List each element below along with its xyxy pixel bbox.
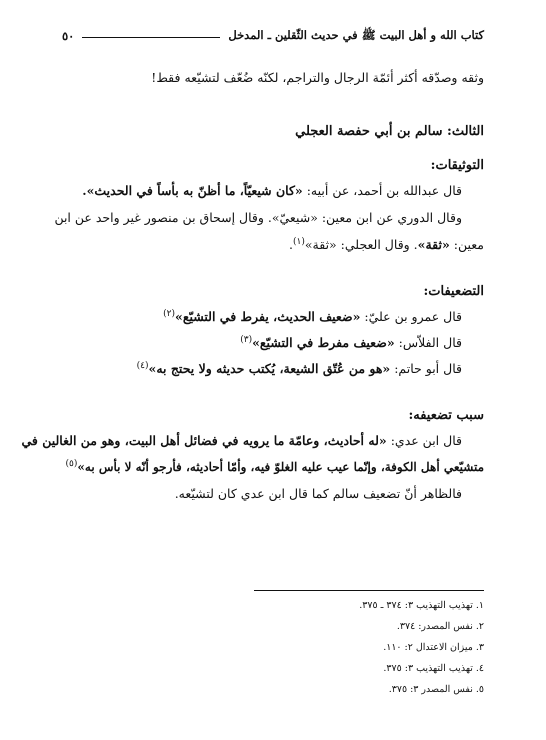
footnote-4: ٤. تهذيب التهذيب ٣: ٣٧٥.	[383, 663, 484, 674]
sabab-line-2	[62, 459, 484, 474]
tadifat-line-3-quote: «هو من عُتّق الشيعة، يُكتب حديثه ولا يحتج به»	[148, 361, 391, 377]
sabab-line-1-quote: «له أحاديث، وعامّة ما يرويه في فضائل أهل البيت، وهو من الغالين في	[21, 433, 387, 448]
footnote-ref-1[interactable]: (١)	[293, 237, 305, 247]
running-title: كتاب الله و أهل البيت ﷺ في حديث الثّقلين ـ المدخل	[228, 27, 484, 42]
footnote-rule	[254, 590, 484, 591]
tadifat-line-1-plain: قال عمرو بن عليّ:	[360, 309, 462, 325]
sabab-line-3: فالظاهر أنّ تضعيف سالم كما قال ابن عدي كان لتشيّعه.	[174, 486, 462, 501]
footnote-ref-3[interactable]: (٣)	[240, 335, 253, 345]
tawthiqat-line-3-quote: «ثقة»	[417, 237, 450, 253]
footnote-5: ٥. نفس المصدر ٣: ٣٧٥.	[388, 684, 484, 695]
tawthiqat-line-3	[62, 237, 484, 252]
tadifat-line-2-plain: قال الفلاّس:	[394, 335, 462, 351]
running-header	[62, 26, 484, 46]
tawthiqat-line-3-end: .	[289, 237, 294, 253]
tawthiqat-line-3-plain: معين:	[449, 237, 484, 253]
tawthiqat-line-3-rest: . وقال العجلي: «ثقة»	[304, 237, 418, 253]
tawthiqat-line-1-quote: «كان شيعيّاً، ما أظنّ به بأساً في الحديث».	[82, 183, 303, 198]
intro-paragraph: وثقه وصدّقه أكثر أئمّة الرجال والتراجم، لكنّه ضُعّف لتشيّعه فقط!	[151, 70, 484, 85]
tadifat-line-1-quote: «ضعيف الحديث، يفرط في التشيّع»	[175, 309, 361, 325]
tadifat-line-3-plain: قال أبو حاتم:	[390, 361, 462, 377]
sabab-line-2-quote: متشيّعي أهل الكوفة، وإنّما عيب عليه الغلوّ فيه، وأمّا أحاديثه، فأرجو أنّه لا بأس به»	[77, 460, 484, 474]
tawthiqat-line-1-plain: قال عبدالله بن أحمد، عن أبيه:	[302, 183, 462, 198]
footnote-3: ٣. ميزان الاعتدال ٢: ١١٠.	[383, 642, 484, 653]
header-rule	[82, 37, 220, 38]
footnote-ref-2[interactable]: (٢)	[163, 309, 176, 319]
tadifat-line-3	[62, 361, 462, 376]
tadifat-line-2	[62, 335, 462, 350]
tadifat-line-2-quote: «ضعيف مفرط في التشيّع»	[252, 335, 395, 351]
footnote-1: ١. تهذيب التهذيب ٣: ٣٧٤ ـ ٣٧٥.	[359, 600, 484, 611]
tawthiqat-line-1	[62, 183, 462, 198]
sabab-line-1-plain: قال ابن عدي:	[386, 433, 462, 448]
tawthiqat-heading: التوثيقات:	[430, 158, 484, 173]
footnote-ref-4[interactable]: (٤)	[136, 361, 149, 371]
tadifat-heading: التضعيفات:	[423, 284, 484, 299]
sabab-heading: سبب تضعيفه:	[408, 408, 484, 423]
footnote-2: ٢. نفس المصدر: ٣٧٤.	[396, 621, 484, 632]
tawthiqat-line-2: وقال الدوري عن ابن معين: «شيعيّ». وقال إسحاق بن منصور غير واحد عن ابن	[54, 210, 462, 225]
sabab-line-1	[21, 433, 462, 448]
footnote-ref-5[interactable]: (٥)	[65, 459, 78, 469]
page-number: ٥٠	[62, 29, 75, 43]
tadifat-line-1	[62, 309, 462, 324]
section-title: الثالث: سالم بن أبي حفصة العجلي	[295, 124, 484, 139]
